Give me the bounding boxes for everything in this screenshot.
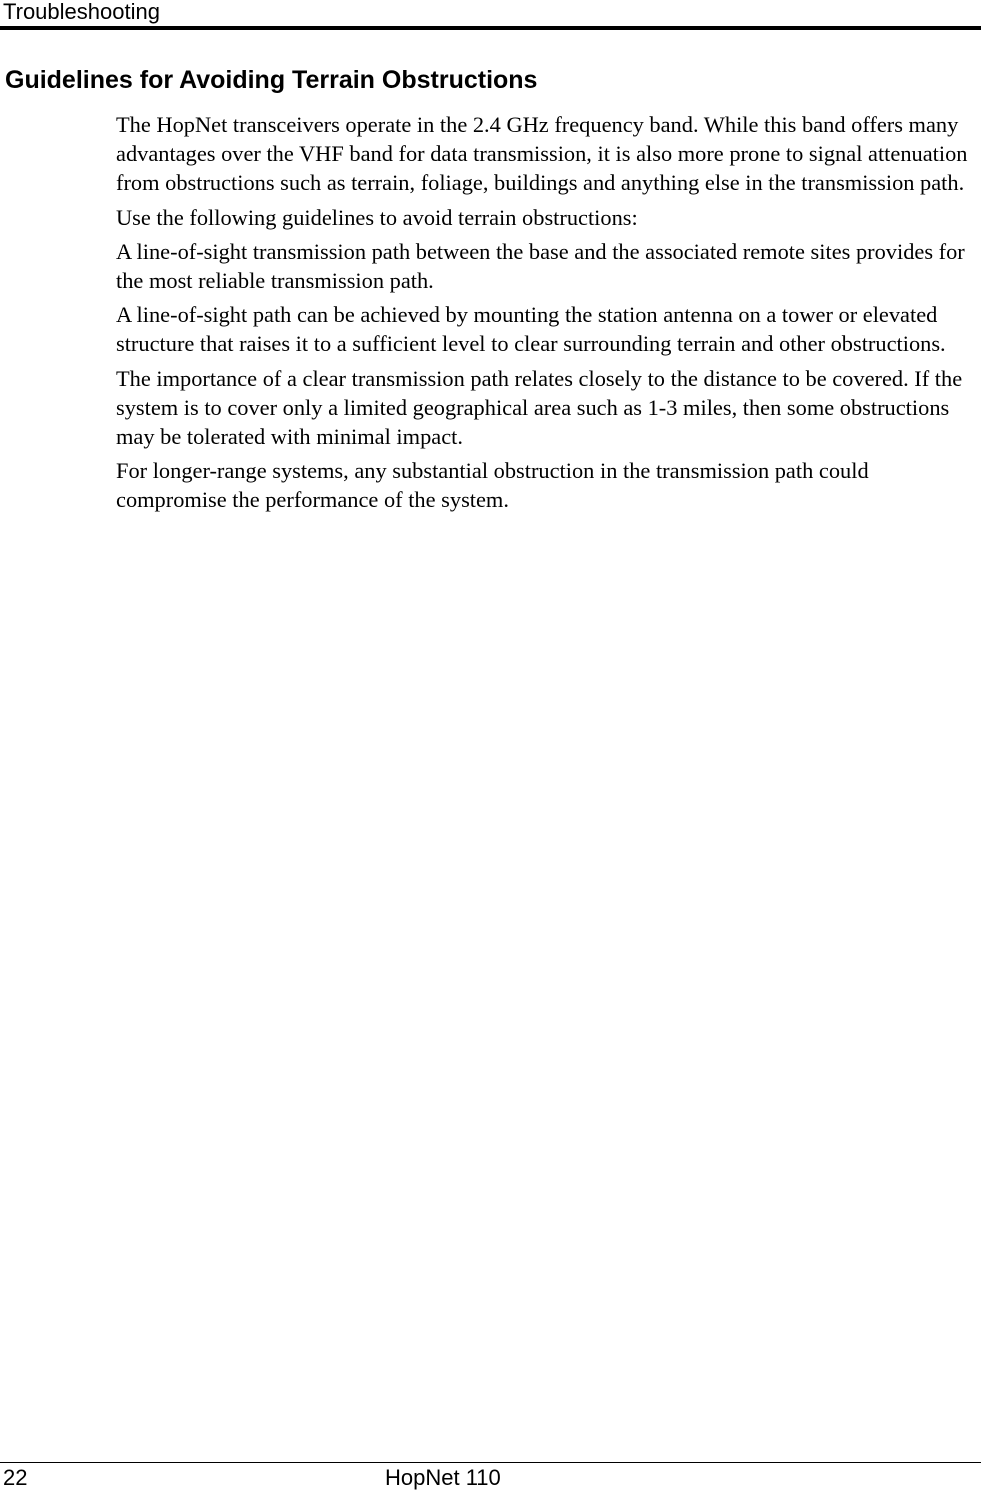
footer-product-name: HopNet 110 [385,1465,501,1490]
paragraph-antenna-mounting: A line-of-sight path can be achieved by mounting the station antenna on a tower or elevated structure that raises it to a sufficient level to clear surrounding terrain and other obstructions. [116,302,946,357]
header-rule [0,26,981,30]
paragraph-long-range: For longer-range systems, any substantial obstruction in the transmission path could compromise the performance of the system. [116,458,869,513]
section-title: Guidelines for Avoiding Terrain Obstructions [5,66,538,94]
body-text [116,110,968,520]
paragraph-line-of-sight: A line-of-sight transmission path between the base and the associated remote sites provides for the most reliable transmission path. [116,238,965,294]
paragraph-intro: The HopNet transceivers operate in the 2.4 GHz frequency band. While this band offers many advantages over the VHF band for data transmission, it is also more prone to signal attenuation from obstructions such as terrain, foliage, buildings and anything else in the transmission path. [116,112,968,196]
paragraph-distance: The importance of a clear transmission path relates closely to the distance to be covered. If the system is to cover only a limited geographical area such as 1-3 miles, then some obstructions may be tolerated with minimal impact. [116,365,963,450]
footer-rule [0,1462,981,1463]
running-header: Troubleshooting [3,0,160,24]
page-number: 22 [3,1465,28,1490]
paragraph-guidelines-lead: Use the following guidelines to avoid terrain obstructions: [116,204,638,230]
